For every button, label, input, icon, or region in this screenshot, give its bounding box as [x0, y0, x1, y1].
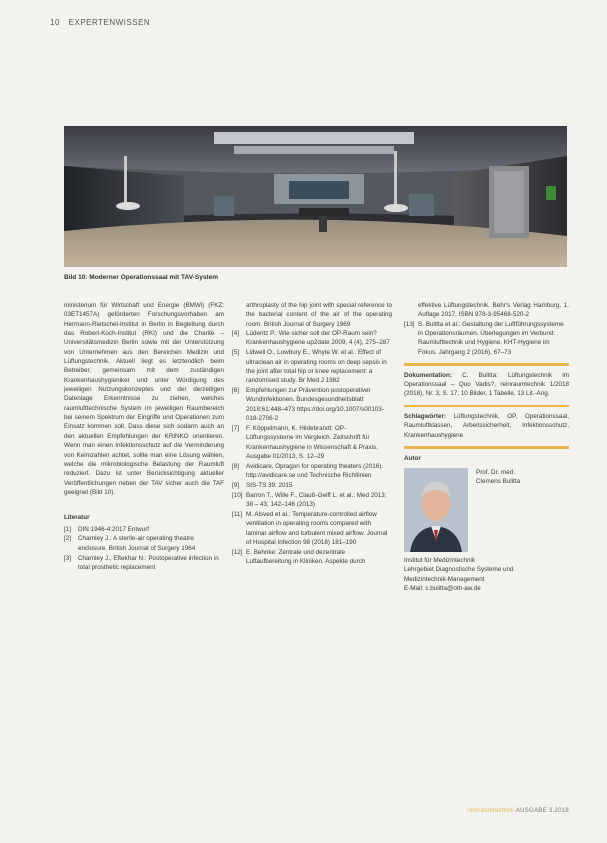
reference-item: [9] SIS-TS 39: 2015: [232, 482, 293, 490]
reference-item: [11] M. Alsved et al.: Temperature-controlled airflow ventilation in operating rooms compared with laminar airflow and turbulent mixed airflow. Journal of Hospital Infection 98 (2018) 181–190: [232, 511, 388, 547]
page-number: 10: [50, 18, 60, 27]
affiliation-line: Lehrgebiet Diagnostische Systeme und: [404, 566, 514, 574]
issue-label: AUSGABE 3.2018: [515, 808, 569, 814]
author-heading: Autor: [404, 454, 421, 462]
divider: [404, 405, 569, 408]
figure-caption: Bild 10: Moderner Operationssaal mit TAV-System: [64, 274, 218, 281]
reference-item: [13] S. Bulitta et al.: Gestaltung der Luftführungssysteme in Operationsräumen. Überlegungen im Verbund: Raumlufttechnik und Hygiene. KHT-Hygiene im Fokus. Jahrgang 2 (2016), 67–73: [404, 320, 564, 356]
page-footer: [467, 808, 569, 814]
reference-item: [3] Charnley J., Eftekhar N.: Postoperative infection in total prosthetic replacement: [64, 554, 219, 571]
keywords-label: Schlagwörter:: [404, 413, 446, 421]
keywords-block: [404, 412, 569, 440]
section-title: EXPERTENWISSEN: [68, 18, 151, 27]
text-column-2: [232, 301, 392, 567]
body-paragraph: ministerium für Wirtschaft und Energie (BMWi) (FKZ: 03ET1457A) geförderten Forschungsvorhaben am Hermann-Rietschel-Institut in Berlin in Begleitung durch das Robert-Koch-Institut (RKI) und die Charité – Universitätsmedizin Berlin sowie mit der Unterstützung von Unternehmen aus den Bereichen Medizin und Lüftungstechnik. Aktuell liegt es letztendlich beim Betreiber, gemeinsam mit dem zuständigen Krankenhaushygieniker und unter Würdigung des jeweiligen Nutzungskonzeptes und der derzeitigen Datenlage Erkenntnisse zu ziehen, welches raumlufttechnische System im jeweiligen Raumbereich bei seinem Spektrum der Eingriffe und Operationen zum Einsatz kommen soll. Dass diese sich sodann auch an den aktuellen Empfehlungen der KRINKO orientieren. Wenn man einen Infektionsschutz auf die Verminderung von Keimzahlen achtet, sollte man eine Lösung wählen, welche die mikrobiologische Belastung der Raumluft reduziert. Dazu ist unter Berücksichtigung aktueller Veröffentlichungen neben der TAV sicher auch die TAF geeignet (Bild 10).: [64, 302, 224, 496]
reference-continuation: arthroplasty of the hip joint with special reference to the bacterial content of the air of the operating room. British Journal of Surgery 1969: [246, 302, 392, 328]
keywords-text: Lüftungstechnik, OP, Operationssaal, Raumluftklassen, Arbeitssicherheit, Infektionsschutz, Krankenhaushygiene: [404, 413, 570, 439]
documentation-label: Dokumentation:: [404, 371, 452, 379]
reference-item: [12] E. Behnke: Zentrale und dezentrale Luftaufbereitung in Kliniken. Aspekte durch: [232, 548, 366, 566]
affiliation-line: Medizintechnik-Management: [404, 575, 485, 583]
page-header: [50, 18, 150, 27]
divider: [404, 363, 569, 366]
reference-list: [404, 320, 569, 357]
reference-item: [6] Empfehlungen zur Prävention postoperativer Wundinfektionen. Bundesgesundheitsblatt 2018;61:448–473 https://doi.org/10.1007/s00103-018-2706-2: [232, 387, 384, 423]
author-name: Clemens Bulitta: [476, 477, 521, 485]
reference-continuation: effektive Lüftungstechnik. Behr's Verlag Hamburg, 1. Auflage 2017, ISBN 978-3-95468-520-2: [418, 302, 569, 319]
reference-item: [10] Barron T., Wille F., Clauß-Geiff L. et al.: Med 2013; 38 – 43, 142–146 (2013): [232, 491, 387, 509]
text-column-1: [64, 301, 224, 573]
reference-item: [4] Lüderitz P.: Wie sicher soll der OP-Raum sein? Krankenhaushygiene up2date 2009, 4 (4), 275–287: [232, 330, 390, 347]
reference-item: [2] Charnley J.: A sterile-air operating theatre enclosure. British Journal of Surgery 1964: [64, 535, 196, 552]
affiliation-line: Institut für Medizintechnik: [404, 556, 476, 564]
magazine-name: reinraumtechnik: [466, 808, 515, 814]
affiliation-block: [404, 556, 569, 593]
author-portrait: [404, 468, 468, 552]
reference-item: [5] Lidwell O., Lowbury E., Whyte W. et al.: Effect of ultraclean air in operating rooms on deep sepsis in the joint after total hip or knee replacement: a randomised study. Br Med J 1982: [232, 349, 387, 385]
reference-item: [1] DIN 1946-4:2017 Entwurf: [64, 525, 150, 533]
email-line: E-Mail: c.bulitta@oth-aw.de: [404, 585, 481, 592]
author-title: Prof. Dr. med.: [476, 468, 515, 476]
documentation-block: [404, 371, 569, 399]
operating-room-photo: [64, 126, 567, 267]
text-column-3: [404, 301, 569, 593]
literature-heading: Literatur: [64, 514, 90, 522]
divider: [404, 446, 569, 449]
author-box: [404, 468, 569, 554]
documentation-text: C. Bulitta: Lüftungstechnik im Operationssaal – Quo Vadis?, reinraumtechnik 1/2018 (2018), Nr. 3, S. 17, 10 Bilder, 1 Tabelle, 13 Lit.-Ang.: [404, 371, 569, 398]
reference-item: [7] F. Köppelmann, K. Hildebrandt: OP-Lüftungssysteme im Vergleich. Zeitschrift für Krankenhaushygiene in Wissenschaft & Praxis, Ausgabe 01/2013, S. 12–29: [232, 424, 378, 460]
reference-list: [64, 525, 224, 573]
reference-item: [8] Avidicare, Opragon for operating theaters (2016). http://avidicare.se und Technische Richtlinien: [232, 462, 384, 480]
reference-list: [232, 329, 392, 567]
author-name-block: [476, 468, 520, 486]
